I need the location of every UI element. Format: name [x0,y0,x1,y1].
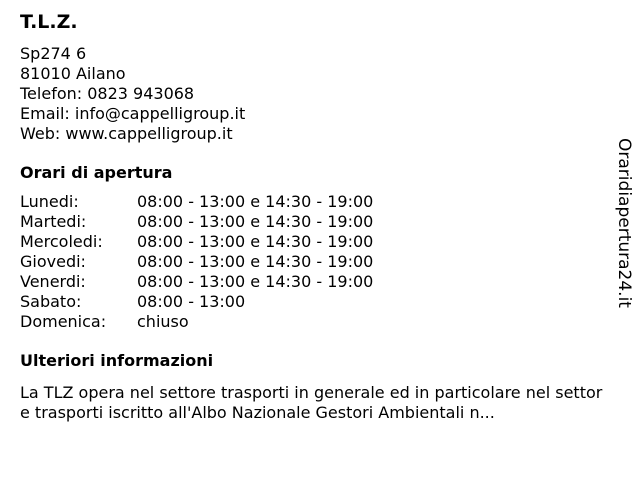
business-card [20,10,610,423]
day-hours: chiuso [137,312,189,331]
hours-row [20,232,610,252]
day-label: Venerdi: [20,272,86,291]
day-label: Domenica: [20,312,107,331]
day-hours: 08:00 - 13:00 [137,292,246,311]
address-street: Sp274 6 [20,44,87,63]
hours-row [20,292,610,312]
hours-row [20,312,610,332]
hours-row [20,252,610,272]
opening-hours-heading: Orari di apertura [20,163,173,182]
day-hours: 08:00 - 13:00 e 14:30 - 19:00 [137,212,374,231]
site-brand: Oraridiapertura24.it [614,138,634,308]
opening-hours-table [20,192,610,332]
hours-row [20,212,610,232]
hours-row [20,192,610,212]
day-hours: 08:00 - 13:00 e 14:30 - 19:00 [137,232,374,251]
day-label: Sabato: [20,292,82,311]
day-hours: 08:00 - 13:00 e 14:30 - 19:00 [137,192,374,211]
web-line: Web: www.cappelligroup.it [20,124,233,143]
day-label: Martedi: [20,212,87,231]
day-label: Lunedi: [20,192,79,211]
address-city: 81010 Ailano [20,64,126,83]
email-line: Email: info@cappelligroup.it [20,104,246,123]
more-info-text: La TLZ opera nel settore trasporti in generale ed in particolare nel settore trasporti iscritto all'Albo Nazionale Gestori Ambientali n... [20,383,603,422]
day-label: Mercoledi: [20,232,103,251]
phone-line: Telefon: 0823 943068 [20,84,195,103]
day-hours: 08:00 - 13:00 e 14:30 - 19:00 [137,252,374,271]
contact-block [20,44,610,144]
day-hours: 08:00 - 13:00 e 14:30 - 19:00 [137,272,374,291]
more-info-heading: Ulteriori informazioni [20,351,214,370]
day-label: Giovedi: [20,252,86,271]
business-name: T.L.Z. [20,11,78,33]
hours-row [20,272,610,292]
